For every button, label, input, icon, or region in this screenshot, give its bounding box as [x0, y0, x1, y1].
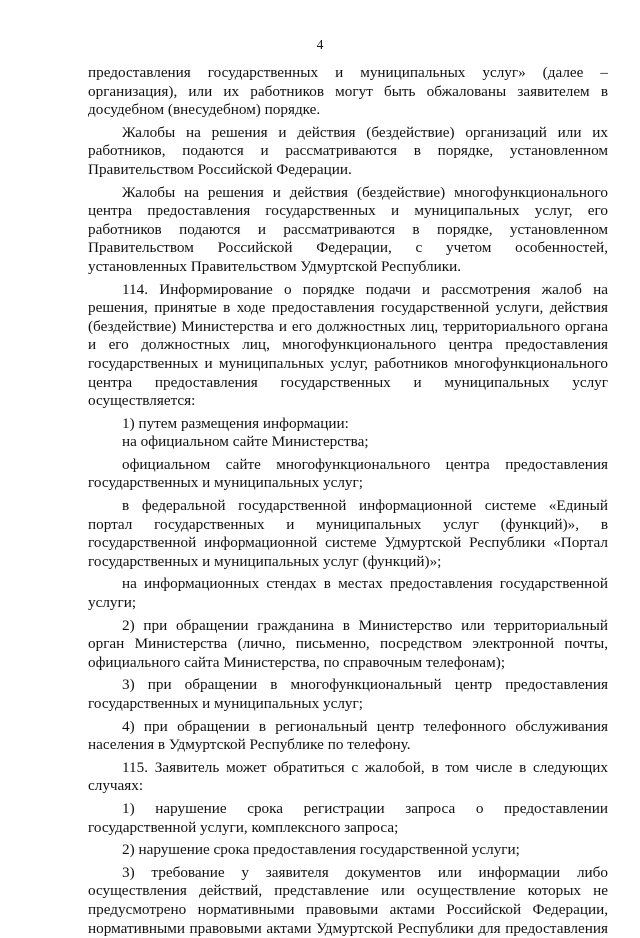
text-line: Жалобы на решения и действия (бездействие) многофункционального: [122, 183, 608, 201]
text-line: организация), или их работников могут быть обжалованы заявителем в: [88, 82, 608, 100]
document-body: [88, 64, 608, 938]
text-line: населения в Удмуртской Республике по телефону.: [88, 736, 411, 754]
text-line: Правительством Российской Федерации.: [88, 160, 352, 178]
text-line: государственных и муниципальных услуг, работников многофункционального: [88, 354, 608, 372]
text-line: Правительством Российской Федерации, с учетом особенностей,: [88, 239, 608, 257]
text-line: 4) при обращении в региональный центр телефонного обслуживания: [122, 717, 608, 735]
text-line: Жалобы на решения и действия (бездействие) организаций или их: [122, 123, 608, 141]
text-line: 2) нарушение срока предоставления государственной услуги;: [122, 841, 520, 859]
text-line: предусмотрено нормативными правовыми актами Российской Федерации,: [88, 900, 608, 918]
text-line: осуществляется:: [88, 392, 196, 410]
text-line: центра предоставления государственных и муниципальных услуг: [88, 373, 608, 391]
text-line: на информационных стендах в местах предоставления государственной: [122, 575, 608, 593]
text-line: 114. Информирование о порядке подачи и рассмотрения жалоб на: [122, 280, 608, 298]
text-line: орган Министерства (лично, письменно, посредством электронной почты,: [88, 635, 608, 653]
text-line: государственной информационной системе Удмуртской Республики «Портал: [88, 534, 608, 552]
text-line: 1) нарушение срока регистрации запроса о предоставлении: [122, 799, 608, 817]
text-line: работников, подаются и рассматриваются в порядке, установленном: [88, 142, 608, 160]
text-line: установленных Правительством Удмуртской Республики.: [88, 257, 462, 275]
text-line: нормативными правовыми актами Удмуртской Республики для предоставления: [88, 919, 608, 937]
text-line: 1) путем размещения информации:: [122, 414, 349, 432]
text-line: 3) при обращении в многофункциональный центр предоставления: [122, 676, 608, 694]
text-line: 3) требование у заявителя документов или информации либо: [122, 863, 608, 881]
text-line: предоставления государственных и муниципальных услуг» (далее –: [88, 64, 608, 81]
text-line: 2) при обращении гражданина в Министерство или территориальный: [122, 616, 608, 634]
text-line: досудебном (внесудебном) порядке.: [88, 101, 321, 119]
text-line: и его должностных лиц, многофункционального центра предоставления: [88, 336, 608, 354]
text-line: портал государственных и муниципальных услуг (функций)», в: [88, 515, 608, 533]
text-line: государственных и муниципальных услуг;: [88, 695, 363, 712]
page-number: 4: [316, 37, 324, 52]
text-line: государственных и муниципальных услуг;: [88, 474, 363, 492]
text-line: осуществления действий, представление или осуществление которых не: [88, 882, 608, 900]
text-line: центра предоставления государственных и муниципальных услуг, его: [88, 202, 608, 220]
text-line: официальном сайте многофункционального центра предоставления: [122, 455, 608, 473]
text-line: случаях:: [88, 777, 144, 795]
text-line: работников подаются и рассматриваются в порядке, установленном: [88, 220, 608, 238]
text-line: на официальном сайте Министерства;: [122, 433, 369, 451]
text-line: решения, принятые в ходе предоставления государственной услуги, действия: [88, 299, 608, 317]
text-line: государственных и муниципальных услуг (функций)»;: [88, 552, 442, 570]
text-line: официального сайта Министерства, по справочным телефонам);: [88, 653, 506, 671]
text-line: 115. Заявитель может обратиться с жалобой, в том числе в следующих: [122, 758, 608, 776]
text-line: государственной услуги, комплексного запроса;: [88, 818, 399, 836]
text-line: в федеральной государственной информационной системе «Единый: [122, 497, 608, 515]
text-line: услуги;: [88, 594, 137, 612]
text-line: (бездействие) Министерства и его должностных лиц, территориального органа: [88, 317, 608, 335]
